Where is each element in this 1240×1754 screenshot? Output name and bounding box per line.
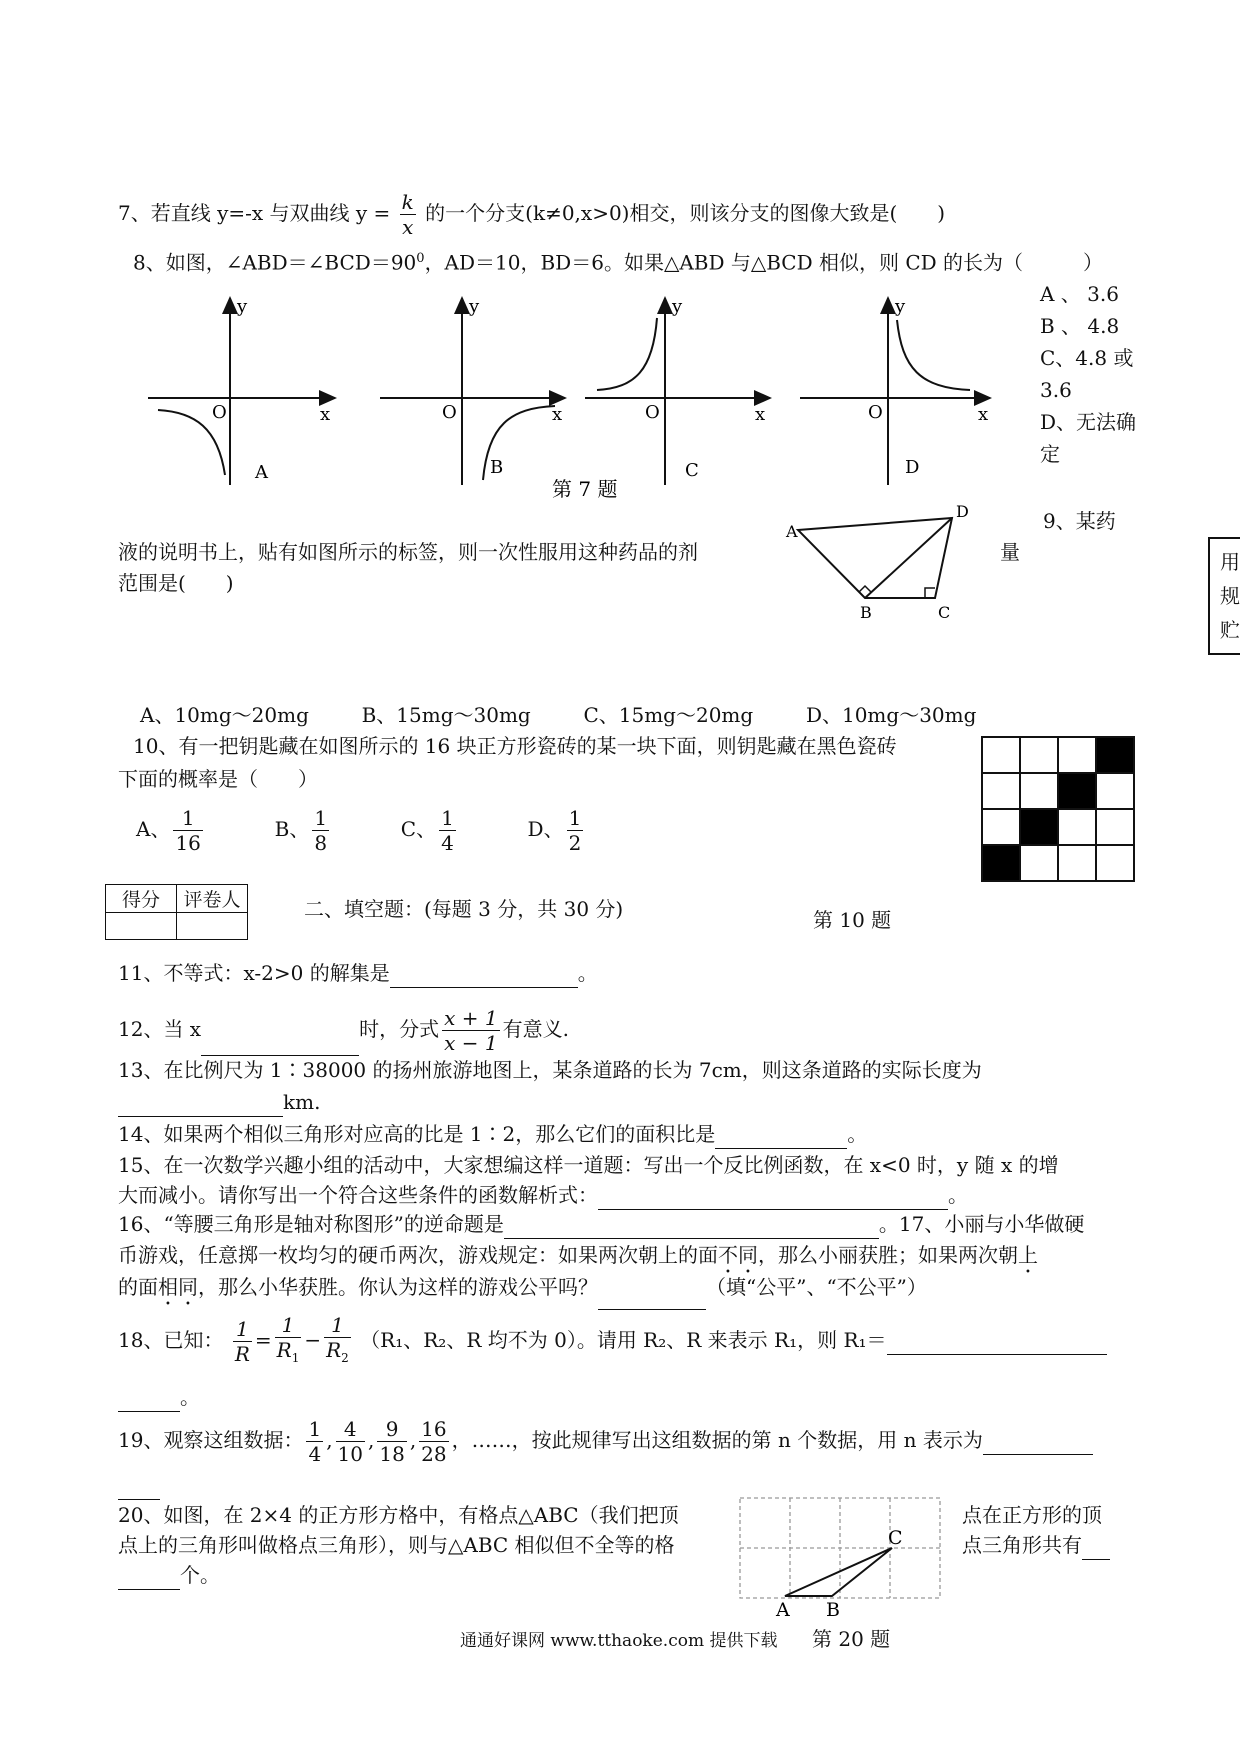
svg-text:D: D — [905, 457, 920, 478]
section2-title: 二、填空题：(每题 3 分，共 30 分) — [304, 897, 624, 921]
side-label-box: 用 规 贮 — [1208, 537, 1240, 655]
graph-a — [148, 296, 335, 485]
svg-text:A: A — [776, 1599, 790, 1620]
q11: 11、不等式：x-2>0 的解集是 。 — [118, 958, 598, 988]
white-tile — [982, 737, 1020, 773]
white-tile — [982, 773, 1020, 809]
graph-d — [800, 296, 990, 485]
q17-line3: 的面相同，那么小华获胜。你认为这样的游戏公平吗？ （填“公平”、“不公平”） — [118, 1272, 927, 1310]
graph-c — [585, 296, 770, 485]
score-col-header: 得分 — [106, 885, 177, 913]
score-cell[interactable] — [106, 913, 177, 940]
q20-line3: 个。 — [118, 1560, 220, 1590]
q15-line1: 15、在一次数学兴趣小组的活动中，大家想编这样一道题：写出一个反比例函数，在 x<0 时，y 随 x 的增 — [118, 1153, 1059, 1177]
svg-text:x: x — [552, 404, 563, 425]
q8-option-a: A 、 3.6 — [1040, 282, 1119, 306]
q8-option-d: D、无法确 — [1040, 410, 1137, 434]
q17-answer-blank[interactable] — [598, 1287, 706, 1310]
q20-answer-blank-start[interactable] — [1082, 1537, 1110, 1560]
q12-answer-blank[interactable] — [201, 1033, 359, 1056]
svg-text:A: A — [255, 462, 268, 483]
q9-option-c: C、15mg～20mg — [583, 703, 754, 727]
q8-option-b: B 、 4.8 — [1040, 314, 1120, 338]
q19-answer-blank[interactable] — [983, 1428, 1093, 1455]
q20-right1: 点在正方形的顶 — [962, 1503, 1102, 1527]
q15-line2: 大而减小。请你写出一个符合这些条件的函数解析式： 。 — [118, 1180, 968, 1210]
q9-line1: 液的说明书上，贴有如图所示的标签，则一次性服用这种药品的剂 — [118, 540, 698, 564]
svg-text:C: C — [938, 603, 951, 622]
svg-text:B: B — [860, 603, 872, 622]
q13-answer-blank[interactable] — [118, 1094, 283, 1117]
q13-line2: km. — [118, 1087, 320, 1117]
q20-right2: 点三角形共有 — [962, 1530, 1110, 1560]
q16: 16、“等腰三角形是轴对称图形”的逆命题是 。17、小丽与小华做硬 — [118, 1209, 1084, 1239]
svg-text:y: y — [672, 296, 683, 317]
black-tile — [1020, 809, 1058, 845]
q7-graphs — [140, 290, 1020, 500]
svg-text:B: B — [826, 1599, 840, 1620]
svg-text:C: C — [888, 1527, 903, 1549]
grader-cell[interactable] — [177, 913, 248, 940]
q7-text: 7、若直线 y=-x 与双曲线 y = $\frac{k}{x}$ 的一个分支(k≠0,x>0)相交，则该分支的图像大致是( ) — [118, 190, 946, 239]
svg-text:y: y — [469, 296, 480, 317]
white-tile — [1020, 737, 1058, 773]
q20-caption: 第 20 题 — [812, 1627, 891, 1651]
q18-answer-blank[interactable] — [887, 1328, 1107, 1355]
q19: 19、观察这组数据： $\frac{1}{4}$ , $\frac{4}{10}$ , $\frac{9}{18}$ , $\frac{16}{28}$ ，……，按此规律写出这组数据的第 n 个数据，用 n 表示为 — [118, 1410, 1093, 1470]
svg-text:x: x — [755, 404, 766, 425]
q9-option-d: D、10mg～30mg — [805, 703, 977, 727]
black-tile — [1096, 737, 1134, 773]
q9-head: 9、某药 — [1043, 509, 1116, 533]
svg-text:y: y — [237, 296, 248, 317]
q9-option-a: A、10mg～20mg — [140, 703, 309, 727]
svg-text:B: B — [490, 457, 504, 478]
q10-options: A、 $\frac{1}{16}$ B、 $\frac{1}{8}$ C、 $\frac{1}{4}$ D、 $\frac{1}{2}$ — [136, 806, 582, 855]
q18-cont: 。 — [118, 1382, 200, 1412]
q9-option-b: B、15mg～30mg — [361, 703, 531, 727]
q20-grid-figure — [730, 1490, 950, 1620]
svg-text:O: O — [868, 402, 883, 423]
q13-line1: 13、在比例尺为 1∶38000 的扬州旅游地图上，某条道路的长为 7cm，则这条道路的实际长度为 — [118, 1058, 982, 1082]
grader-col-header: 评卷人 — [177, 885, 248, 913]
svg-text:C: C — [685, 460, 699, 481]
q12: 12、当 x 时，分式 $\frac{x + 1}{x - 1}$ 有意义. — [118, 1006, 569, 1055]
black-tile — [1058, 773, 1096, 809]
q19-answer-blank-cont[interactable] — [118, 1477, 160, 1500]
q14-answer-blank[interactable] — [715, 1126, 847, 1149]
graph-b — [380, 296, 565, 485]
q16-answer-blank[interactable] — [504, 1216, 879, 1239]
q15-answer-blank[interactable] — [598, 1187, 948, 1210]
q8-option-c: C、4.8 或 — [1040, 346, 1134, 370]
svg-text:D: D — [956, 502, 969, 521]
q10-caption: 第 10 题 — [813, 908, 892, 932]
q10-line1: 10、有一把钥匙藏在如图所示的 16 块正方形瓷砖的某一块下面，则钥匙藏在黑色瓷砖 — [133, 734, 897, 758]
q11-answer-blank[interactable] — [390, 965, 578, 988]
black-tile — [982, 845, 1020, 881]
q20-line1: 20、如图，在 2×4 的正方形方格中，有格点△ABC（我们把顶 — [118, 1503, 679, 1527]
q10-line2: 下面的概率是（ ） — [118, 767, 318, 791]
white-tile — [1058, 845, 1096, 881]
q20-line2: 点上的三角形叫做格点三角形），则与△ABC 相似但不全等的格 — [118, 1533, 675, 1557]
q8-option-d-cont: 定 — [1040, 442, 1060, 466]
q8-options — [1040, 278, 1136, 470]
q10-tile-grid — [980, 735, 1140, 887]
white-tile — [1096, 809, 1134, 845]
q9-options — [140, 700, 976, 730]
q19-cont — [118, 1470, 160, 1500]
white-tile — [1020, 845, 1058, 881]
white-tile — [1096, 845, 1134, 881]
footer-credit: 通通好课网 www.tthaoke.com 提供下载 — [460, 1631, 778, 1651]
score-table — [105, 884, 248, 940]
svg-text:x: x — [320, 404, 331, 425]
q7-caption: 第 7 题 — [552, 477, 618, 500]
q8-option-c-cont: 3.6 — [1040, 378, 1072, 402]
svg-text:x: x — [978, 404, 989, 425]
svg-text:O: O — [442, 402, 457, 423]
q18: 18、已知： $\frac{1}{R}$ = $\frac{1}{R_1}$ − $\frac{1}{R_2}$ （R₁、R₂、R 均不为 0）。请用 R₂、R 来表示 R₁，则 R₁＝ — [118, 1310, 1107, 1370]
q8-text: 8、如图，$\angle ABD=\angle BCD=90^0$，AD＝10，BD＝6。如果△ABD 与△BCD 相似，则 CD 的长为（ ） — [133, 250, 1104, 275]
white-tile — [1020, 773, 1058, 809]
white-tile — [1096, 773, 1134, 809]
q9-line1-tail: 量 — [1000, 540, 1020, 564]
svg-text:O: O — [212, 402, 227, 423]
q9-line2: 范围是( ) — [118, 571, 234, 595]
svg-text:A: A — [786, 522, 798, 541]
white-tile — [1058, 737, 1096, 773]
white-tile — [1058, 809, 1096, 845]
svg-text:y: y — [895, 296, 906, 317]
white-tile — [982, 809, 1020, 845]
q18-answer-blank-cont[interactable] — [118, 1389, 180, 1412]
q20-answer-blank[interactable] — [118, 1567, 180, 1590]
q14: 14、如果两个相似三角形对应高的比是 1∶2，那么它们的面积比是 。 — [118, 1119, 867, 1149]
q8-triangle-figure — [780, 500, 980, 625]
svg-text:O: O — [645, 402, 660, 423]
q17-line2: 币游戏，任意掷一枚均匀的硬币两次，游戏规定：如果两次朝上的面不同，那么小丽获胜；如果两次朝上 — [118, 1243, 1038, 1267]
